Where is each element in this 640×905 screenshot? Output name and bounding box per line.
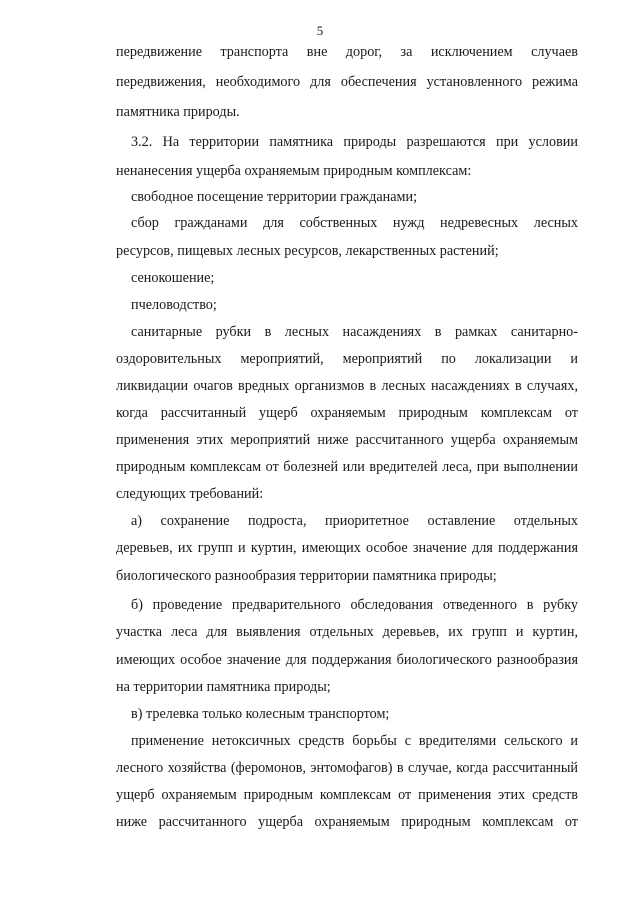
text-line: сенокошение; bbox=[131, 270, 215, 286]
text-line: свободное посещение территории гражданами; bbox=[131, 189, 418, 205]
text-line: деревьев, их групп и куртин, имеющих особое значение для поддержания bbox=[116, 540, 578, 556]
text-line: а) сохранение подроста, приоритетное оставление отдельных bbox=[131, 513, 578, 529]
text-line: б) проведение предварительного обследования отведенного в рубку bbox=[131, 597, 578, 613]
text-line: на территории памятника природы; bbox=[116, 679, 331, 695]
text-line: ниже рассчитанного ущерба охраняемым природным комплексам от bbox=[116, 814, 578, 830]
text-line: биологического разнообразия территории памятника природы; bbox=[116, 568, 497, 584]
text-line: сбор гражданами для собственных нужд недревесных лесных bbox=[131, 215, 578, 231]
text-line: участка леса для выявления отдельных деревьев, их групп и куртин, bbox=[116, 624, 578, 640]
text-line: ненанесения ущерба охраняемым природным комплексам: bbox=[116, 163, 472, 179]
text-line: передвижение транспорта вне дорог, за исключением случаев bbox=[116, 44, 578, 60]
text-line: имеющих особое значение для поддержания биологического разнообразия bbox=[116, 652, 578, 668]
text-line: санитарные рубки в лесных насаждениях в рамках санитарно- bbox=[131, 324, 578, 340]
text-line: когда рассчитанный ущерб охраняемым природным комплексам от bbox=[116, 405, 578, 421]
text-line: лесного хозяйства (феромонов, энтомофагов) в случае, когда рассчитанный bbox=[116, 760, 578, 776]
text-line: ущерб охраняемым природным комплексам от применения этих средств bbox=[116, 787, 578, 803]
text-line: передвижения, необходимого для обеспечения установленного режима bbox=[116, 74, 578, 90]
text-line: пчеловодство; bbox=[131, 297, 217, 313]
text-line: ликвидации очагов вредных организмов в лесных насаждениях в случаях, bbox=[116, 378, 578, 394]
text-line: следующих требований: bbox=[116, 486, 264, 502]
page-number: 5 bbox=[316, 23, 324, 38]
text-line: памятника природы. bbox=[116, 104, 240, 120]
text-line: применения этих мероприятий ниже рассчитанного ущерба охраняемым bbox=[116, 432, 578, 448]
text-line: ресурсов, пищевых лесных ресурсов, лекарственных растений; bbox=[116, 243, 499, 259]
text-line: 3.2. На территории памятника природы разрешаются при условии bbox=[131, 134, 578, 150]
text-line: применение нетоксичных средств борьбы с вредителями сельского и bbox=[131, 733, 578, 749]
text-line: в) трелевка только колесным транспортом; bbox=[131, 706, 390, 722]
text-line: оздоровительных мероприятий, мероприятий по локализации и bbox=[116, 351, 578, 367]
text-line: природным комплексам от болезней или вредителей леса, при выполнении bbox=[116, 459, 578, 475]
